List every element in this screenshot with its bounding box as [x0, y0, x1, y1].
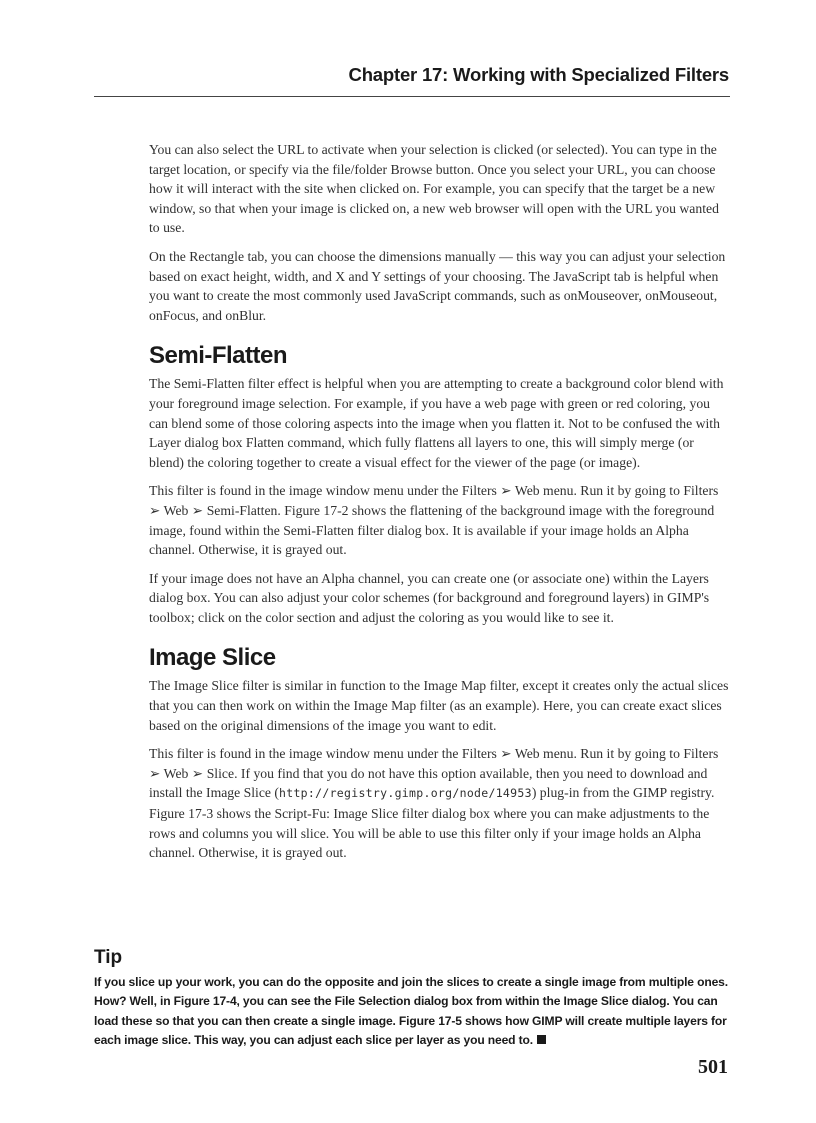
image-slice-heading: Image Slice [149, 644, 276, 672]
intro-paragraph-2: On the Rectangle tab, you can choose the dimensions manually — this way you can adjust your selection based on exact height, width, and X and Y settings of your choosing. The JavaScript tab is helpful when you want to create the most commonly used JavaScript commands, such as onMouseover, onMouseout, onFocus, and onBlur. [149, 248, 726, 323]
tip-label: Tip [94, 947, 123, 968]
intro-paragraph-1: You can also select the URL to activate when your selection is clicked (or selected). You can type in the target location, or specify via the file/folder Browse button. Once you select your URL, you can choose how it will interact with the site when clicked on. For example, you can specify that the target be a new window, so that when your image is clicked on, a new web browser will open with the URL you wanted to use. [149, 142, 719, 236]
semi-flatten-paragraph-2: This filter is found in the image window menu under the Filters ➢ Web menu. Run it by going to Filters ➢ Web ➢ Semi-Flatten. Figure 17-2 shows the flattening of the background image with the foreground image, found within the Semi-Flatten filter dialog box. It is available if your image holds an Alpha channel. Otherwise, it is grayed out. [149, 483, 719, 558]
tip-text: If you slice up your work, you can do the opposite and join the slices to create a single image from multiple ones. How? Well, in Figure 17-4, you can see the File Selection dialog box from within the Image Slice dialog. You can load these so that you can then create a single image. Figure 17-5 shows how GIMP will create multiple layers for each image slice. This way, you can adjust each slice per layer as you need to. [94, 975, 728, 1048]
image-slice-text-a: This filter is found in the image window menu under the Filters ➢ Web menu. Run it by going to Filters ➢ Web ➢ Slice. If you find that you do not have this option available, then you need to download and install the Image Slice ( [149, 746, 719, 801]
image-slice-paragraph-2 [149, 744, 731, 863]
registry-url: http://registry.gimp.org/node/14953 [279, 786, 532, 801]
semi-flatten-heading: Semi-Flatten [149, 342, 288, 370]
image-slice-paragraph-1: The Image Slice filter is similar in function to the Image Map filter, except it creates only the actual slices that you can then work on within the Image Map filter (as an example). Here, you can create exact slices based on the original dimensions of the image you want to edit. [149, 678, 729, 733]
page-number: 501 [698, 1056, 728, 1078]
header-rule [94, 96, 730, 97]
image-slice-text-b: ) plug-in from the GIMP registry. Figure 17-3 shows the Script-Fu: Image Slice filter dialog box where you can make adjustments to the rows and columns you will slice. You will be able to use this filter only if your image holds an Alpha channel. Otherwise, it is grayed out. [149, 785, 715, 861]
tip-box [94, 946, 734, 1051]
tip-text-paragraph [94, 973, 734, 1051]
running-head: Chapter 17: Working with Specialized Filters [348, 64, 729, 85]
end-of-tip-square-icon [537, 1035, 546, 1044]
semi-flatten-paragraph-3: If your image does not have an Alpha channel, you can create one (or associate one) within the Layers dialog box. You can also adjust your color schemes (for background and foreground layers) in GIMP's toolbox; click on the color section and adjust the coloring as you would like to see it. [149, 570, 710, 625]
semi-flatten-paragraph-1: The Semi-Flatten filter effect is helpful when you are attempting to create a background color blend with your foreground image selection. For example, if you have a web page with green or red coloring, you can blend some of those coloring aspects into the image when you flatten it. Not to be confused the with Layer dialog box Flatten command, which fully flattens all layers to one, this will simply merge (or blend) the coloring together to create a visual effect for the viewer of the page (or image). [149, 376, 724, 470]
main-text-column [149, 140, 731, 872]
